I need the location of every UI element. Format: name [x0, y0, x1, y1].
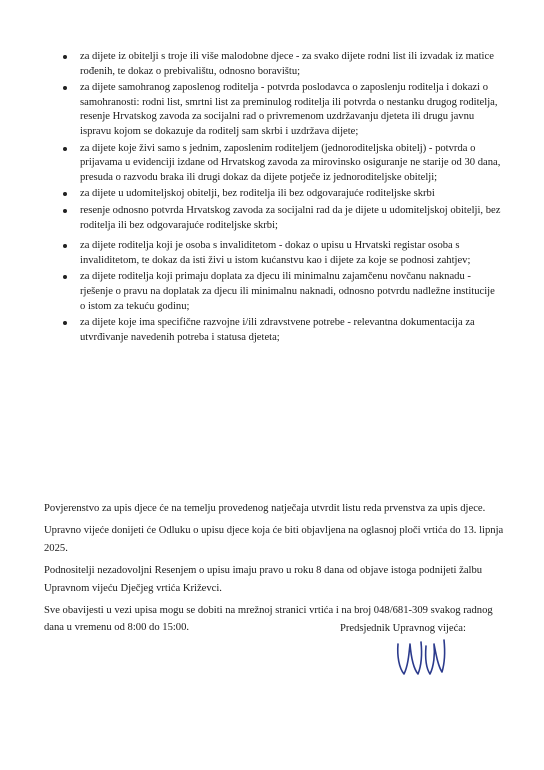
list-item	[62, 316, 502, 345]
list-item	[62, 270, 502, 314]
signature-title: Predsjednik Upravnog vijeća:	[340, 623, 466, 634]
bullet-icon	[63, 275, 67, 279]
signature-mark	[392, 636, 452, 680]
required-documents-list	[62, 50, 502, 347]
list-item	[62, 239, 502, 268]
bullet-icon	[63, 192, 67, 196]
list-item-text: za dijete koje živi samo s jednim, zaposlenim roditeljem (jednoroditeljska obitelj) - potvrda o prijavama u evidenciji izdane od Hrvatskog zavoda za mirovinsko osiguranje ne starije od 30 dana, presuda o razvodu braka ili drugi dokaz da dijete potječe iz jednoroditeljske obitelji;	[80, 142, 501, 183]
bullet-icon	[63, 244, 67, 248]
bullet-icon	[63, 86, 67, 90]
bullet-icon	[63, 209, 67, 213]
bullet-icon	[63, 321, 67, 325]
paragraph-appeal: Podnositelji nezadovoljni Resenjem o upisu imaju pravo u roku 8 dana od objave istoga podnijeti žalbu Upravnom vijeću Dječjeg vrtića Križevci.	[44, 565, 483, 594]
list-item-text: za dijete samohranog zaposlenog roditelja - potvrda poslodavca o zaposlenju roditelja i dokazi o samohranosti: rodni list, smrtni list za preminulog roditelja ili potvrda o nestanku drugog roditelja, resenje Hrvatskog zavoda za socijalni rad o privremenom uzdržavanju djeteta ili drugu javnu ispravu kojom se dokazuje da roditelj sam skrbi i uzdržava dijete;	[80, 82, 498, 137]
list-item	[62, 50, 502, 79]
list-item-text: za dijete roditelja koji primaju doplata za djecu ili minimalnu zajamčenu novčanu naknadu - rješenje o pravu na doplatak za djecu ili minimalnu naknadi, odnosno potvrdu nadležne institucije o istom za tekuću godinu;	[80, 271, 495, 312]
list-item	[62, 204, 502, 233]
list-item-text: za dijete roditelja koji je osoba s invaliditetom - dokaz o upisu u Hrvatski registar osoba s invaliditetom, te dokaz da isti živi u istom kućanstvu kao i dijete za koje se podnosi zahtjev;	[80, 240, 471, 266]
body-paragraphs	[44, 500, 514, 642]
list-item-text: za dijete u udomiteljskoj obitelji, bez roditelja ili bez odgovarajuće roditeljske skrbi	[80, 188, 435, 200]
list-item	[62, 81, 502, 139]
bullet-icon	[63, 147, 67, 151]
paragraph-decision: Upravno vijeće donijeti će Odluku o upisu djece koja će biti objavljena na oglasnoj ploči vrtića do 13. lipnja 2025.	[44, 525, 504, 554]
paragraph-contact: Sve obavijesti u vezi upisa mogu se dobiti na mrežnoj stranici vrtića i na broj 048/681-309 svakog radnog dana u vremenu od 8:00 do 15:00.	[44, 605, 493, 634]
list-item-text: za dijete koje ima specifične razvojne i/ili zdravstvene potrebe - relevantna dokumentacija za utvrđivanje navedenih potreba i statusa djeteta;	[80, 317, 475, 343]
list-item	[62, 187, 502, 202]
bullet-icon	[63, 55, 67, 59]
paragraph-priority-list: Povjerenstvo za upis djece će na temelju provedenog natječaja utvrdit listu reda prvenstva za upis djece.	[44, 503, 486, 514]
list-item-text: za dijete iz obitelji s troje ili više malodobne djece - za svako dijete rodni list ili izvadak iz matice rođenih, te dokaz o prebivalištu, odnosno boravištu;	[80, 51, 494, 77]
list-item-text: resenje odnosno potvrda Hrvatskog zavoda za socijalni rad da je dijete u udomiteljskoj obitelji, bez roditelja ili bez odgovarajuće roditeljske skrbi;	[80, 204, 501, 231]
list-item	[62, 142, 502, 186]
